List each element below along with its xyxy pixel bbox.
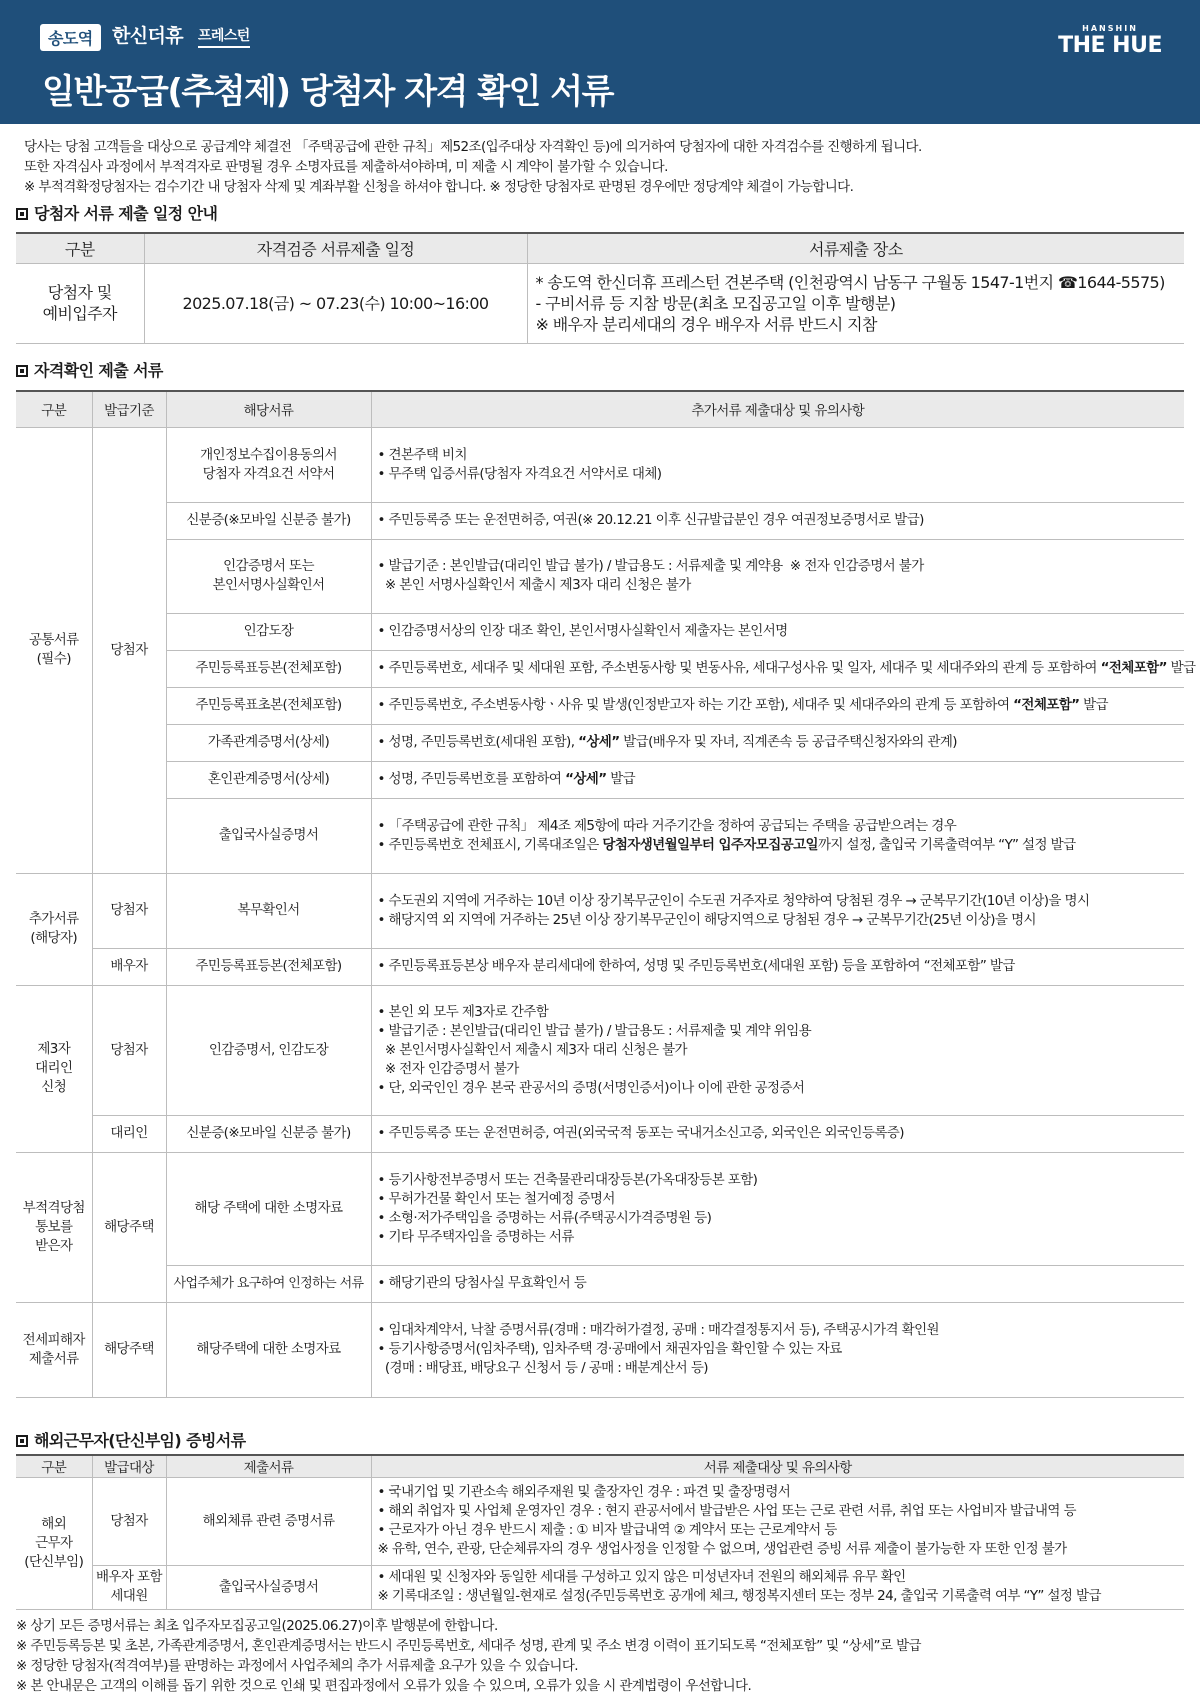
text-line: 근무자 bbox=[35, 1534, 73, 1551]
group-ineligible bbox=[16, 1152, 92, 1302]
text-emphasis: “상세” bbox=[565, 771, 607, 787]
footnote-line: ※ 상기 모든 증명서류는 최초 입주자모집공고일(2025.06.27)이후 발행분에 한합니다. bbox=[16, 1618, 498, 1634]
basis-cell: 당첨자 bbox=[92, 985, 166, 1115]
intro-line: ※ 부적격확정당첨자는 검수기간 내 당첨자 삭제 및 계좌부활 신청을 하셔야 합니다. ※ 정당한 당첨자로 판명된 경우에만 정당계약 체결이 가능합니다. bbox=[24, 179, 854, 195]
text-line: 통보를 bbox=[35, 1218, 73, 1235]
table-row bbox=[16, 502, 1184, 539]
footnotes bbox=[16, 1616, 921, 1696]
notes-cell: • 주민등록표등본상 배우자 분리세대에 한하여, 성명 및 주민등록번호(세대원 포함) 등을 포함하여 “전체포함” 발급 bbox=[371, 948, 1184, 985]
text-line: ※ 본인서명사실확인서 제출시 제3자 대리 신청은 불가 bbox=[377, 1041, 687, 1058]
text-line: 신청 bbox=[41, 1079, 67, 1095]
group-overseas bbox=[16, 1477, 92, 1609]
text-line: • 무허가건물 확인서 또는 철거예정 증명서 bbox=[377, 1190, 615, 1207]
doc-cell: 복무확인서 bbox=[166, 873, 371, 948]
table-row bbox=[16, 985, 1184, 1115]
square-bullet-icon bbox=[16, 365, 28, 377]
text-line: • 견본주택 비치 bbox=[377, 446, 467, 463]
doc-cell: 해외체류 관련 증명서류 bbox=[166, 1477, 371, 1565]
notes-cell bbox=[371, 539, 1184, 613]
text-part: • 주민등록번호 전체표시, 기록대조일은 bbox=[377, 836, 603, 853]
text-line: ※ 본인 서명사실확인서 제출시 제3자 대리 신청은 불가 bbox=[377, 577, 691, 593]
text-line: • 발급기준 : 본인발급(대리인 발급 불가) / 발급용도 : 서류제출 및 계약 위임용 bbox=[377, 1022, 812, 1039]
schedule-cell: 2025.07.18(금) ~ 07.23(수) 10:00~16:00 bbox=[144, 263, 527, 343]
doc-cell bbox=[166, 539, 371, 613]
notes-cell bbox=[371, 1565, 1184, 1609]
text-line: 개인정보수집이용동의서 bbox=[200, 446, 337, 463]
overseas-table bbox=[16, 1454, 1184, 1610]
notes-cell: • 해당기관의 당첨사실 무효확인서 등 bbox=[371, 1265, 1184, 1302]
text-line: • 수도권외 지역에 거주하는 10년 이상 장기복무군인이 수도권 거주자로 청약하여 당첨된 경우 → 군복무기간(10년 이상)을 명시 bbox=[377, 892, 1090, 909]
text-line: • 등기사항증명서(임차주택), 임차주택 경·공매에서 채권자임을 확인할 수 있는 자료 bbox=[377, 1341, 842, 1357]
doc-cell: 인감도장 bbox=[166, 613, 371, 650]
text-line: • 근로자가 아닌 경우 반드시 제출 : ① 비자 발급내역 ② 계약서 또는 근로계약서 등 bbox=[377, 1522, 837, 1538]
text-line: ※ 유학, 연수, 관광, 단순체류자의 경우 생업사정을 인정할 수 없으며, 생업관련 증빙 서류 제출이 불가능한 자 또한 인정 불가 bbox=[377, 1541, 1067, 1557]
footnote-line: ※ 주민등록등본 및 초본, 가족관계증명서, 혼인관계증명서는 반드시 주민등록번호, 세대주 성명, 관계 및 주소 변경 이력이 표기되도록 “전체포함” 및 “상세”로 발급 bbox=[16, 1638, 921, 1654]
col-header: 구분 bbox=[16, 233, 144, 263]
text-line: • 무주택 입증서류(당첨자 자격요건 서약서로 대체) bbox=[377, 465, 662, 482]
doc-cell: 주민등록표초본(전체포함) bbox=[166, 687, 371, 724]
basis-cell: 배우자 bbox=[92, 948, 166, 985]
category-cell bbox=[16, 263, 144, 343]
brand-name: 한신더휴 bbox=[112, 25, 184, 47]
doc-cell: 주민등록표등본(전체포함) bbox=[166, 948, 371, 985]
table-row bbox=[16, 613, 1184, 650]
notes-cell bbox=[371, 724, 1184, 761]
text-part: • 성명, 주민등록번호를 포함하여 bbox=[377, 771, 566, 787]
text-line: 제출서류 bbox=[28, 1350, 79, 1367]
text-part: • 주민등록번호, 세대주 및 세대원 포함, 주소변동사항 및 변동사유, 세대구성사유 및 일자, 세대주 및 세대주와의 관계 등 포함하여 bbox=[377, 660, 1101, 676]
square-bullet-icon bbox=[16, 208, 28, 220]
basis-cell: 당첨자 bbox=[92, 873, 166, 948]
table-row bbox=[16, 948, 1184, 985]
header-banner bbox=[0, 0, 1200, 124]
text-line: 대리인 bbox=[35, 1060, 73, 1076]
text-line: ※ 배우자 분리세대의 경우 배우자 서류 반드시 지참 bbox=[535, 314, 877, 334]
table-row bbox=[16, 724, 1184, 761]
text-line: • 국내기업 및 기관소속 해외주재원 및 출장자인 경우 : 파견 및 출장명령서 bbox=[377, 1484, 791, 1500]
logo-small-text: HANSHIN bbox=[1082, 24, 1138, 33]
notes-cell bbox=[371, 761, 1184, 798]
table-row bbox=[16, 1265, 1184, 1302]
table-row bbox=[16, 1477, 1184, 1565]
text-line: • 해당지역 외 지역에 거주하는 25년 이상 장기복무군인이 해당지역으로 당첨된 경우 → 군복무기간(25년 이상)을 명시 bbox=[377, 911, 1036, 928]
text-line: (해당자) bbox=[30, 930, 78, 946]
doc-cell: 혼인관계증명서(상세) bbox=[166, 761, 371, 798]
text-line: 인감증명서 또는 bbox=[223, 558, 314, 574]
text-line: • 세대원 및 신청자와 동일한 세대를 구성하고 있지 않은 미성년자녀 전원의 해외체류 유무 확인 bbox=[377, 1569, 906, 1585]
brand-sub: 프레스턴 bbox=[198, 25, 250, 48]
text-line: • 발급기준 : 본인발급(대리인 발급 불가) / 발급용도 : 서류제출 및 계약용 ※ 전자 인감증명서 불가 bbox=[377, 558, 924, 574]
text-line: • 해외 취업자 및 사업체 운영자인 경우 : 현지 관공서에서 발급받은 사업 또는 근로 관련 서류, 취업 또는 사업비자 발급내역 등 bbox=[377, 1503, 1076, 1519]
doc-cell: 신분증(※모바일 신분증 불가) bbox=[166, 1115, 371, 1152]
text-line: (경매 : 배당표, 배당요구 신청서 등 / 공매 : 배분계산서 등) bbox=[377, 1360, 708, 1376]
text-line: ※ 전자 인감증명서 불가 bbox=[377, 1060, 519, 1077]
notes-cell bbox=[371, 1477, 1184, 1565]
doc-cell: 가족관계증명서(상세) bbox=[166, 724, 371, 761]
text-line: • 기타 무주택자임을 증명하는 서류 bbox=[377, 1228, 574, 1245]
text-part: 까지 설정, 출입국 기록출력여부 “Y” 설정 발급 bbox=[817, 836, 1076, 853]
text-line: • 단, 외국인인 경우 본국 관공서의 증명(서명인증서)이나 이에 관한 공정증서 bbox=[377, 1079, 805, 1096]
intro-line: 당사는 당첨 고객들을 대상으로 공급계약 체결전 「주택공급에 관한 규칙」제52조(입주대상 자격확인 등)에 의거하여 당첨자에 대한 자격검수를 진행하게 됩니다. bbox=[24, 139, 922, 155]
doc-cell: 출입국사실증명서 bbox=[166, 1565, 371, 1609]
notes-cell: • 주민등록증 또는 운전면허증, 여권(※ 20.12.21 이후 신규발급분인 경우 여권정보증명서로 발급) bbox=[371, 502, 1184, 539]
text-emphasis: 당첨자생년월일부터 입주자모집공고일 bbox=[602, 836, 818, 853]
text-line: • 「주택공급에 관한 규칙」 제4조 제5항에 따라 거주기간을 정하여 공급되는 주택을 공급받으려는 경우 bbox=[377, 817, 957, 834]
col-header: 해당서류 bbox=[166, 391, 371, 427]
text-line: (단신부임) bbox=[24, 1553, 84, 1570]
text-line: • 본인 외 모두 제3자로 간주함 bbox=[377, 1003, 549, 1020]
text-part: • 주민등록번호, 주소변동사항ㆍ사유 및 발생(인정받고자 하는 기간 포함), 세대주 및 세대주와의 관계 등 포함하여 bbox=[377, 697, 1014, 713]
schedule-table bbox=[16, 232, 1184, 344]
doc-cell: 해당 주택에 대한 소명자료 bbox=[166, 1152, 371, 1265]
intro-text bbox=[24, 137, 1184, 197]
text-line: 세대원 bbox=[110, 1588, 148, 1604]
text-part: • 성명, 주민등록번호(세대원 포함), bbox=[377, 734, 579, 750]
text-line: 받은자 bbox=[35, 1237, 73, 1254]
group-common bbox=[16, 427, 92, 873]
text-line: 예비입주자 bbox=[42, 304, 117, 323]
group-third-party bbox=[16, 985, 92, 1152]
basis-cell: 당첨자 bbox=[92, 427, 166, 873]
intro-line: 또한 자격심사 과정에서 부적격자로 판명될 경우 소명자료를 제출하셔야하며, 미 제출 시 계약이 불가할 수 있습니다. bbox=[24, 159, 668, 175]
table-row bbox=[16, 1115, 1184, 1152]
logo-big-text: THE HUE bbox=[1058, 33, 1162, 58]
text-emphasis: “상세” bbox=[578, 734, 620, 750]
text-line: 배우자 포함 bbox=[96, 1569, 162, 1585]
section-title-documents bbox=[16, 358, 163, 381]
col-header: 구분 bbox=[16, 391, 92, 427]
text-line: 전세피해자 bbox=[22, 1331, 85, 1348]
col-header: 구분 bbox=[16, 1455, 92, 1477]
notes-cell bbox=[371, 985, 1184, 1115]
page-title: 일반공급(추첨제) 당첨자 자격 확인 서류 bbox=[42, 72, 613, 112]
notes-cell bbox=[371, 798, 1184, 873]
col-header: 자격검증 서류제출 일정 bbox=[144, 233, 527, 263]
table-row bbox=[16, 539, 1184, 613]
footnote-line: ※ 본 안내문은 고객의 이해를 돕기 위한 것으로 인쇄 및 편집과정에서 오류가 있을 수 있으며, 오류가 있을 시 관계법령이 우선합니다. bbox=[16, 1678, 752, 1694]
basis-cell: 해당주택 bbox=[92, 1152, 166, 1302]
basis-cell bbox=[92, 1565, 166, 1609]
text-line: 당첨자 및 bbox=[47, 283, 112, 302]
text-line: 공통서류 bbox=[28, 632, 79, 648]
footnote-line: ※ 정당한 당첨자(적격여부)를 판명하는 과정에서 사업주체의 추가 서류제출 요구가 있을 수 있습니다. bbox=[16, 1658, 578, 1674]
text-line: * 송도역 한신더휴 프레스턴 견본주택 (인천광역시 남동구 구월동 1547-1번지 ☎1644-5575) bbox=[535, 272, 1165, 292]
text-line: - 구비서류 등 지참 방문(최초 모집공고일 이후 발행분) bbox=[535, 293, 896, 313]
table-row bbox=[16, 798, 1184, 873]
station-badge: 송도역 bbox=[40, 24, 101, 51]
section-title-text: 당첨자 서류 제출 일정 안내 bbox=[34, 204, 218, 223]
section-title-schedule bbox=[16, 201, 217, 224]
text-line: 제3자 bbox=[37, 1041, 71, 1057]
notes-cell bbox=[371, 687, 1184, 724]
place-cell bbox=[527, 263, 1184, 343]
text-line: • 소형·저가주택임을 증명하는 서류(주택공시가격증명원 등) bbox=[377, 1209, 712, 1226]
thehue-logo bbox=[1058, 24, 1162, 58]
text-part: 발급 bbox=[606, 771, 636, 787]
table-row bbox=[16, 650, 1184, 687]
doc-cell: 주민등록표등본(전체포함) bbox=[166, 650, 371, 687]
doc-cell: 해당주택에 대한 소명자료 bbox=[166, 1302, 371, 1397]
table-row bbox=[16, 687, 1184, 724]
text-line: 부적격당첨 bbox=[22, 1199, 85, 1216]
notes-cell bbox=[371, 1152, 1184, 1265]
table-row bbox=[16, 1565, 1184, 1609]
col-header: 발급대상 bbox=[92, 1455, 166, 1477]
text-emphasis: “전체포함” bbox=[1013, 697, 1080, 713]
table-row bbox=[16, 761, 1184, 798]
section-title-text: 해외근무자(단신부임) 증빙서류 bbox=[34, 1431, 246, 1450]
table-row bbox=[16, 1302, 1184, 1397]
notes-cell: • 인감증명서상의 인장 대조 확인, 본인서명사실확인서 제출자는 본인서명 bbox=[371, 613, 1184, 650]
col-header: 서류 제출대상 및 유의사항 bbox=[371, 1455, 1184, 1477]
col-header: 제출서류 bbox=[166, 1455, 371, 1477]
text-emphasis: “전체포함” bbox=[1100, 660, 1167, 676]
doc-cell: 출입국사실증명서 bbox=[166, 798, 371, 873]
text-line: 추가서류 bbox=[28, 911, 79, 927]
notes-cell bbox=[371, 1302, 1184, 1397]
text-part: 발급 bbox=[1079, 697, 1108, 713]
doc-cell: 신분증(※모바일 신분증 불가) bbox=[166, 502, 371, 539]
notes-cell bbox=[371, 873, 1184, 948]
notes-cell bbox=[371, 650, 1196, 687]
doc-cell bbox=[166, 427, 371, 502]
section-title-text: 자격확인 제출 서류 bbox=[34, 361, 163, 380]
text-line: 본인서명사실확인서 bbox=[212, 577, 325, 593]
basis-cell: 해당주택 bbox=[92, 1302, 166, 1397]
table-row bbox=[16, 427, 1184, 502]
table-row bbox=[16, 873, 1184, 948]
text-part: 발급(배우자 및 자녀, 직계존속 등 공급주택신청자와의 관계) bbox=[619, 734, 957, 750]
text-line: (필수) bbox=[36, 651, 71, 667]
text-line: 해외 bbox=[41, 1515, 67, 1532]
notes-cell: • 주민등록증 또는 운전면허증, 여권(외국국적 동포는 국내거소신고증, 외국인은 외국인등록증) bbox=[371, 1115, 1184, 1152]
basis-cell: 대리인 bbox=[92, 1115, 166, 1152]
square-bullet-icon bbox=[16, 1435, 28, 1447]
doc-cell: 사업주체가 요구하여 인정하는 서류 bbox=[166, 1265, 371, 1302]
basis-cell: 당첨자 bbox=[92, 1477, 166, 1565]
group-additional bbox=[16, 873, 92, 985]
group-lease-victim bbox=[16, 1302, 92, 1397]
text-line: 당첨자 자격요건 서약서 bbox=[202, 465, 335, 482]
text-line: • 등기사항전부증명서 또는 건축물관리대장등본(가옥대장등본 포함) bbox=[377, 1171, 758, 1188]
section-title-overseas bbox=[16, 1428, 246, 1451]
col-header: 추가서류 제출대상 및 유의사항 bbox=[371, 391, 1184, 427]
documents-table bbox=[16, 390, 1196, 1398]
col-header: 발급기준 bbox=[92, 391, 166, 427]
text-part: 발급 bbox=[1166, 660, 1196, 676]
col-header: 서류제출 장소 bbox=[527, 233, 1184, 263]
doc-cell: 인감증명서, 인감도장 bbox=[166, 985, 371, 1115]
text-line: ※ 기록대조일 : 생년월일-현재로 설정(주민등록번호 공개에 체크, 행정복지센터 또는 정부 24, 출입국 기록출력 여부 “Y” 설정 발급 bbox=[377, 1588, 1101, 1604]
table-row bbox=[16, 1152, 1184, 1265]
notes-cell bbox=[371, 427, 1184, 502]
text-line: • 임대차계약서, 낙찰 증명서류(경매 : 매각허가결정, 공매 : 매각결정통지서 등), 주택공시가격 확인원 bbox=[377, 1322, 939, 1338]
